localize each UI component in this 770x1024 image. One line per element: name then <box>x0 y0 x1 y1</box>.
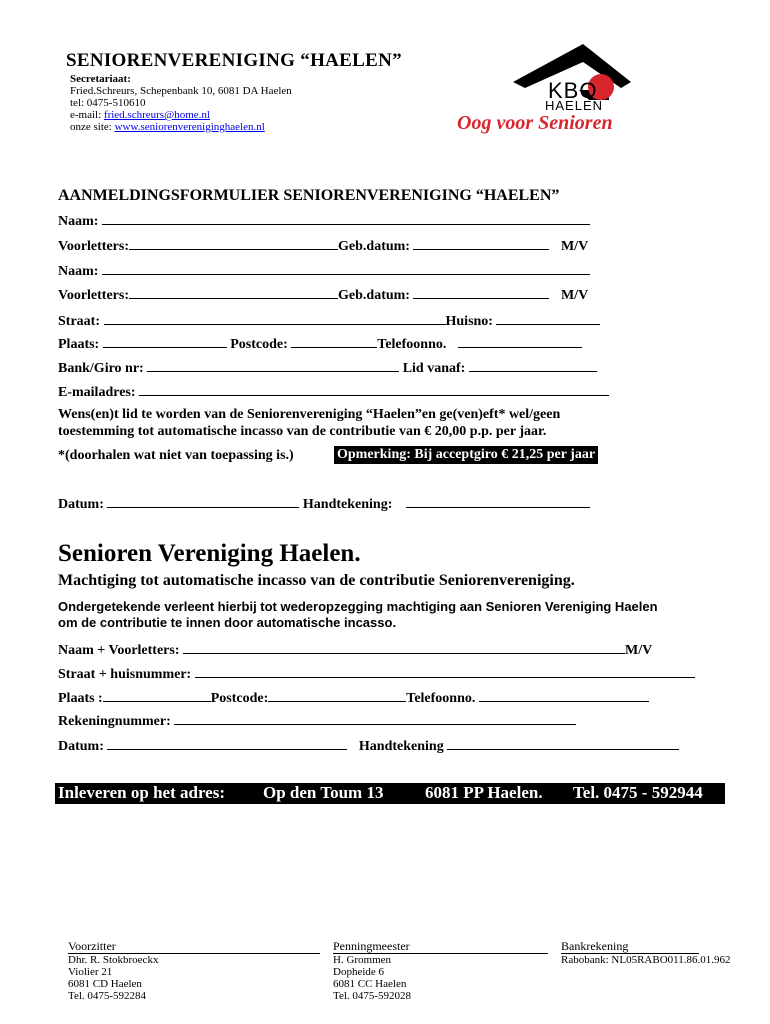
footer-bankrekening <box>561 940 730 966</box>
site-prefix: onze site: <box>70 121 115 133</box>
bankgiro-label: Bank/Giro nr: <box>58 361 144 376</box>
secretariaat-label: Secretariaat: <box>70 73 131 85</box>
form1-row-voorletters-1 <box>58 237 588 255</box>
voorletters-field[interactable] <box>129 237 338 250</box>
bankrekening-heading: Bankrekening <box>561 940 699 954</box>
email-link[interactable]: fried.schreurs@home.nl <box>103 109 210 121</box>
plaats-label: Plaats: <box>58 337 100 352</box>
voorzitter-line: Dhr. R. Stokbroeckx <box>68 954 159 966</box>
handtekening-field[interactable] <box>447 737 679 750</box>
penningmeester-heading: Penningmeester <box>333 940 548 954</box>
logo-kbo-text: KBO <box>548 78 598 103</box>
voorletters-label: Voorletters: <box>58 288 130 303</box>
mv-label[interactable]: M/V <box>625 643 653 658</box>
penningmeester-line: Tel. 0475-592028 <box>333 990 412 1002</box>
datum-label: Datum: <box>58 497 104 512</box>
banner-city: 6081 PP Haelen. <box>425 783 543 802</box>
handtekening-field[interactable] <box>406 495 590 508</box>
form1-row-datum <box>58 495 590 513</box>
form1-doorhalen: *(doorhalen wat niet van toepassing is.) <box>58 448 294 463</box>
handtekening-label: Handtekening <box>358 739 444 754</box>
straat-label: Straat: <box>58 314 100 329</box>
form2-row-naam <box>58 641 652 659</box>
form2-row-plaats <box>58 689 649 707</box>
telefoonno-field[interactable] <box>458 335 582 348</box>
logo-haelen-text: HAELEN <box>545 98 604 113</box>
naam-field[interactable] <box>102 262 590 275</box>
form2-row-datum <box>58 737 679 755</box>
gebdatum-field[interactable] <box>413 237 549 250</box>
form2-intro-2: om de contributie te innen door automatische incasso. <box>58 615 397 630</box>
telefoonno-label: Telefoonno. <box>377 337 447 352</box>
plaats-field[interactable] <box>103 689 211 702</box>
datum-field[interactable] <box>107 495 299 508</box>
footer-penningmeester <box>333 940 548 1002</box>
form1-row-plaats <box>58 335 582 353</box>
postcode-field[interactable] <box>291 335 377 348</box>
mv-label[interactable]: M/V <box>560 288 589 303</box>
postcode-label: Postcode: <box>230 337 288 352</box>
form2-heading: Senioren Vereniging Haelen. <box>58 540 361 567</box>
banner-street: Op den Toum 13 <box>263 783 384 802</box>
naam-label: Naam: <box>58 264 99 279</box>
gebdatum-field[interactable] <box>413 286 549 299</box>
naam-voorletters-label: Naam + Voorletters: <box>58 643 180 658</box>
kbo-logo <box>455 42 635 142</box>
gebdatum-label: Geb.datum: <box>338 288 410 303</box>
form1-opmerking-box: Opmerking: Bij acceptgiro € 21,25 per jaar <box>334 446 598 464</box>
voorzitter-line: Tel. 0475-592284 <box>68 990 147 1002</box>
telefoonno-field[interactable] <box>479 689 649 702</box>
naam-field[interactable] <box>102 212 590 225</box>
email-prefix: e-mail: <box>70 109 104 121</box>
form2-row-rekeningnummer <box>58 712 576 730</box>
secretariaat-site-line <box>70 121 265 133</box>
voorletters-field[interactable] <box>129 286 338 299</box>
banner-tel: Tel. 0475 - 592944 <box>573 783 703 802</box>
form1-row-email <box>58 383 609 401</box>
voorzitter-heading: Voorzitter <box>68 940 320 954</box>
straat-field[interactable] <box>104 312 446 325</box>
form1-row-voorletters-2 <box>58 286 588 304</box>
lidvanaf-label: Lid vanaf: <box>402 361 466 376</box>
straat-huisnummer-field[interactable] <box>195 665 695 678</box>
lidvanaf-field[interactable] <box>469 359 597 372</box>
form1-statement-1: Wens(en)t lid te worden van de Seniorenvereniging “Haelen”en ge(ven)eft* wel/geen <box>58 407 561 422</box>
email-label: E-mailadres: <box>58 385 136 400</box>
form1-row-straat <box>58 312 600 330</box>
postcode-label: Postcode: <box>210 691 269 706</box>
secretariaat-tel: tel: 0475-510610 <box>70 97 146 109</box>
banner-label: Inleveren op het adres: <box>58 783 226 802</box>
handtekening-label: Handtekening: <box>302 497 393 512</box>
huisno-field[interactable] <box>496 312 600 325</box>
site-link[interactable]: www.seniorenvereniginghaelen.nl <box>114 121 265 133</box>
plaats-field[interactable] <box>103 335 227 348</box>
naam-label: Naam: <box>58 214 99 229</box>
form1-statement-2: toestemming tot automatische incasso van de contributie van € 20,00 p.p. per jaar. <box>58 424 547 439</box>
gebdatum-label: Geb.datum: <box>338 239 410 254</box>
footer-voorzitter <box>68 940 320 1002</box>
postcode-field[interactable] <box>268 689 406 702</box>
secretariaat-email-line <box>70 109 210 121</box>
secretariaat-address: Fried.Schreurs, Schepenbank 10, 6081 DA Haelen <box>70 85 292 97</box>
straat-huisnummer-label: Straat + huisnummer: <box>58 667 192 682</box>
form1-row-bankgiro <box>58 359 597 377</box>
logo-slogan: Oog voor Senioren <box>457 112 613 134</box>
form2-row-straat <box>58 665 695 683</box>
naam-voorletters-field[interactable] <box>183 641 625 654</box>
voorletters-label: Voorletters: <box>58 239 130 254</box>
email-field[interactable] <box>139 383 609 396</box>
rekeningnummer-field[interactable] <box>174 712 576 725</box>
mv-label[interactable]: M/V <box>560 239 589 254</box>
form1-row-naam-2 <box>58 262 590 280</box>
datum-label: Datum: <box>58 739 104 754</box>
bankrekening-line: Rabobank: NL05RABO011.86.01.962 <box>561 954 731 966</box>
form1-heading: AANMELDINGSFORMULIER SENIORENVERENIGING “HAELEN” <box>58 187 560 204</box>
datum-field[interactable] <box>107 737 347 750</box>
penningmeester-line: 6081 CC Haelen <box>333 978 407 990</box>
huisno-label: Huisno: <box>445 314 493 329</box>
form1-row-naam-1 <box>58 212 590 230</box>
rekeningnummer-label: Rekeningnummer: <box>58 714 171 729</box>
bankgiro-field[interactable] <box>147 359 399 372</box>
telefoonno-label: Telefoonno. <box>406 691 476 706</box>
plaats-label: Plaats : <box>58 691 103 706</box>
penningmeester-line: H. Grommen <box>333 954 392 966</box>
form2-subheading: Machtiging tot automatische incasso van de contributie Seniorenvereniging. <box>58 572 575 589</box>
voorzitter-line: Violier 21 <box>68 966 113 978</box>
form2-intro-1: Ondergetekende verleent hierbij tot wederopzegging machtiging aan Senioren Vereniging Haelen <box>58 599 658 614</box>
page-title: SENIORENVERENIGING “HAELEN” <box>66 50 402 71</box>
delivery-banner <box>55 783 725 804</box>
voorzitter-line: 6081 CD Haelen <box>68 978 142 990</box>
penningmeester-line: Dopheide 6 <box>333 966 385 978</box>
